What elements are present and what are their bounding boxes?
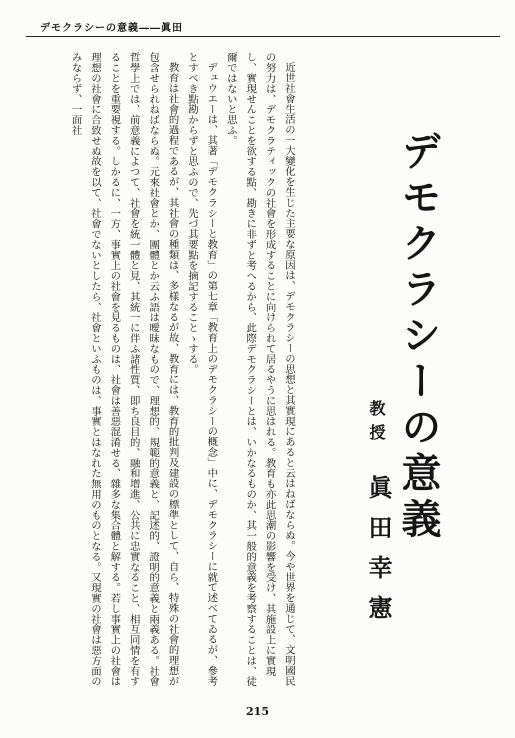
header-rule <box>26 36 500 37</box>
author-position: 教授 <box>367 400 386 448</box>
paragraph: デュウエーは、其著「デモクラシーと教育」の第七章「教育上のデモクラシーの概念」中に、デモクラシーに就て述べてゐるが、參考とすべき點勘からずと思ふので、先づ其要點を摘記することゝする。 <box>185 52 218 687</box>
author-name: 眞田幸憲 <box>364 475 393 635</box>
running-head: デモクラシーの意義――眞田 <box>40 23 183 34</box>
page-number: 215 <box>246 705 269 718</box>
article-body <box>20 52 298 688</box>
paragraph: 近世社會生活の一大變化を生じた主要な原因は、デモクラシーの思想と其實現にあると云はねばならぬ。今や世界を通じて、文明國民の努力は、デモクラティックの社會を形成することに向けられて居るやうに思はれる。教育も亦此思潮の影響を受け、其施設上に實現し、實現せんことを欲する點、勘きに非ずと考へるから、此際デモクラシーとは、いかなるものか、其一般的意義を考察することは、徒爾ではないと思ふ。 <box>224 52 295 687</box>
paragraph: 教育は社會的過程であるが、其社會の種類は、多樣なるが故、教育には、教育的批判及建設の標準として、自ら、特殊の社會的理想が包含せられねばならぬ。元來社會とか、團體とか云ふ語は曖昧なもので、理想的、規範的意義と、記述的、證明的意義と兩義ある。社會哲學上では、前意義によつて、社會を統一體と見、其統一に伴ふ諸性質、即ち良目的、融和增進、公共に忠實なること、相互同情を有することを重要視する。しかるに、一方、事實上の社會を見るものは、社會は善惡混淆せる、雜多な集合體と解する。若し事實上の社會は理想の社會に合致せぬ故を以て、社會でないとしたら、社會といふものは、事實とはなれた無用のものとなる。又現實の社會は惡方面のみならず、一面社 <box>69 52 179 687</box>
article-title: デモクラシーの意義 <box>395 130 442 544</box>
